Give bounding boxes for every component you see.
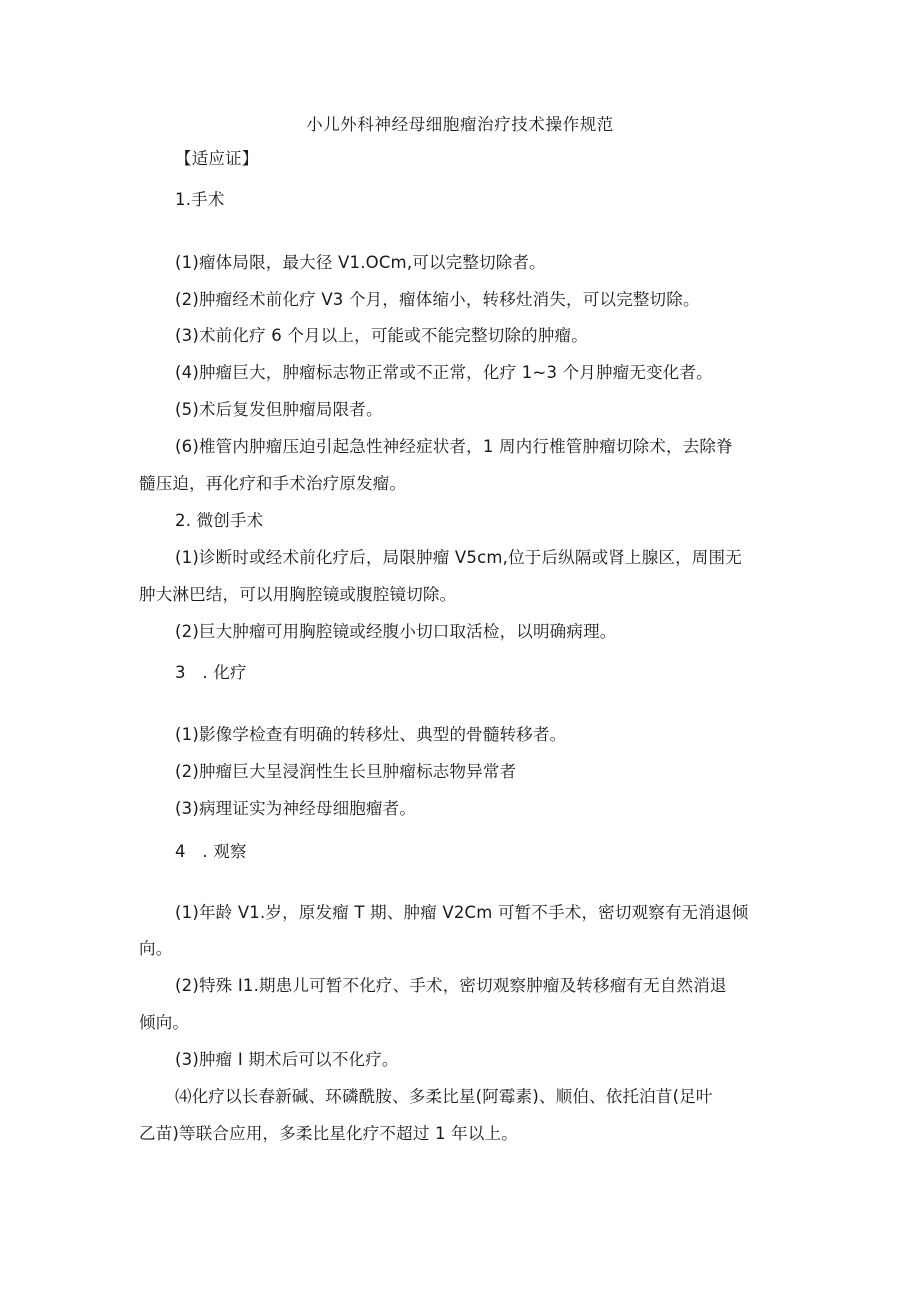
list-item-continuation: 倾向。 xyxy=(139,1013,190,1032)
section-heading-chemotherapy: 3 . 化疗 xyxy=(175,663,247,682)
list-item: (3)术前化疗 6 个月以上，可能或不能完整切除的肿瘤。 xyxy=(175,326,588,345)
list-item-continuation: 肿大淋巴结，可以用胸腔镜或腹腔镜切除。 xyxy=(139,585,457,604)
list-item-continuation: 髓压迫，再化疗和手术治疗原发瘤。 xyxy=(139,474,407,493)
list-item: (5)术后复发但肿瘤局限者。 xyxy=(175,400,383,419)
list-item: (1)年龄 V1.岁，原发瘤 T 期、肿瘤 V2Cm 可暂不手术，密切观察有无消退倾 xyxy=(175,903,749,922)
list-item: (6)椎管内肿瘤压迫引起急性神经症状者，1 周内行椎管肿瘤切除术，去除脊 xyxy=(175,437,733,456)
list-item: (1)诊断时或经术前化疗后，局限肿瘤 V5cm,位于后纵隔或肾上腺区，周围无 xyxy=(175,548,742,567)
list-item: ⑷化疗以长春新碱、环磷酰胺、多柔比星(阿霉素)、顺伯、依托泊苜(足叶 xyxy=(175,1087,713,1106)
section-heading-surgery: 1.手术 xyxy=(175,190,225,209)
list-item: (2)肿瘤经术前化疗 V3 个月，瘤体缩小，转移灶消失，可以完整切除。 xyxy=(175,290,700,309)
list-item: (1)瘤体局限，最大径 V1.OCm,可以完整切除者。 xyxy=(175,253,546,272)
list-item-continuation: 向。 xyxy=(139,939,173,958)
section-heading-observation: 4 . 观察 xyxy=(175,842,247,861)
list-item: (4)肿瘤巨大，肿瘤标志物正常或不正常，化疗 1~3 个月肿瘤无变化者。 xyxy=(175,363,713,382)
list-item: (2)特殊 I1.期患儿可暂不化疗、手术，密切观察肿瘤及转移瘤有无自然消退 xyxy=(175,976,727,995)
list-item: (3)病理证实为神经母细胞瘤者。 xyxy=(175,799,417,818)
page-title: 小儿外科神经母细胞瘤治疗技术操作规范 xyxy=(306,115,614,134)
list-item-continuation: 乙苗)等联合应用，多柔比星化疗不超过 1 年以上。 xyxy=(139,1124,518,1143)
section-heading-minimally-invasive: 2. 微创手术 xyxy=(175,511,264,530)
indications-heading: 【适应证】 xyxy=(175,149,259,168)
list-item: (2)肿瘤巨大呈浸润性生长旦肿瘤标志物异常者 xyxy=(175,762,517,781)
list-item: (3)肿瘤 I 期术后可以不化疗。 xyxy=(175,1050,399,1069)
list-item: (1)影像学检查有明确的转移灶、典型的骨髓转移者。 xyxy=(175,725,567,744)
list-item: (2)巨大肿瘤可用胸腔镜或经腹小切口取活检，以明确病理。 xyxy=(175,622,617,641)
